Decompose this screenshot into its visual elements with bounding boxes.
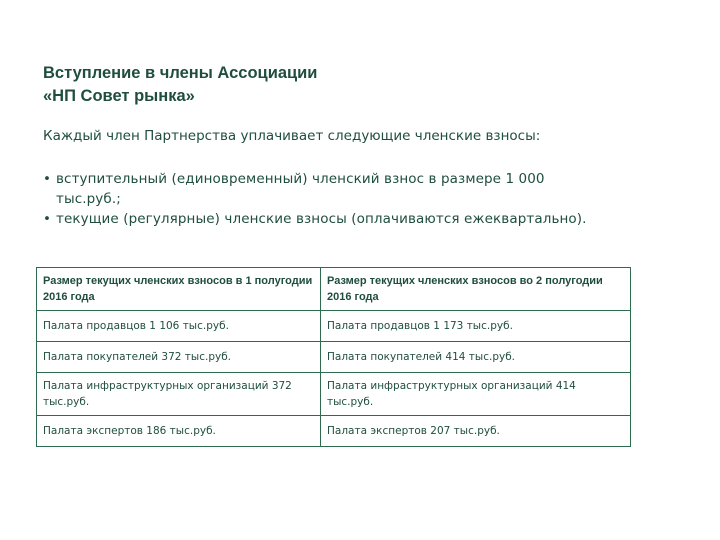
list-item xyxy=(43,169,643,209)
column-header-h2-2016: Размер текущих членских взносов во 2 полугодии 2016 года xyxy=(321,268,631,311)
table-cell: Палата инфраструктурных организаций 372 тыс.руб. xyxy=(37,373,321,416)
bullet-icon: • xyxy=(43,211,52,227)
page-subtitle: Каждый член Партнерства уплачивает следующие членские взносы: xyxy=(43,128,541,144)
table-cell: Палата инфраструктурных организаций 414 тыс.руб. xyxy=(321,373,631,416)
page-title xyxy=(43,62,317,108)
table-row xyxy=(37,373,631,416)
table-row xyxy=(37,416,631,447)
list-item-text: тыс.руб.; xyxy=(56,191,121,207)
table-cell: Палата продавцов 1 106 тыс.руб. xyxy=(37,311,321,342)
fee-types-list xyxy=(43,169,643,229)
list-item-text: текущие (регулярные) членские взносы (оплачиваются ежеквартально). xyxy=(56,211,587,227)
bullet-icon: • xyxy=(43,171,52,187)
table-cell: Палата покупателей 414 тыс.руб. xyxy=(321,342,631,373)
table-cell: Палата продавцов 1 173 тыс.руб. xyxy=(321,311,631,342)
list-item-text: вступительный (единовременный) членский взнос в размере 1 000 xyxy=(56,171,545,187)
page-title-line-1: Вступление в члены Ассоциации xyxy=(43,64,318,82)
fees-table xyxy=(36,267,631,447)
table-cell: Палата экспертов 207 тыс.руб. xyxy=(321,416,631,447)
list-item xyxy=(43,209,643,229)
table-cell: Палата экспертов 186 тыс.руб. xyxy=(37,416,321,447)
table-header-row xyxy=(37,268,631,311)
table-row xyxy=(37,311,631,342)
table-cell: Палата покупателей 372 тыс.руб. xyxy=(37,342,321,373)
table-row xyxy=(37,342,631,373)
column-header-h1-2016: Размер текущих членских взносов в 1 полугодии 2016 года xyxy=(37,268,321,311)
page-title-line-2: «НП Совет рынка» xyxy=(43,87,195,105)
